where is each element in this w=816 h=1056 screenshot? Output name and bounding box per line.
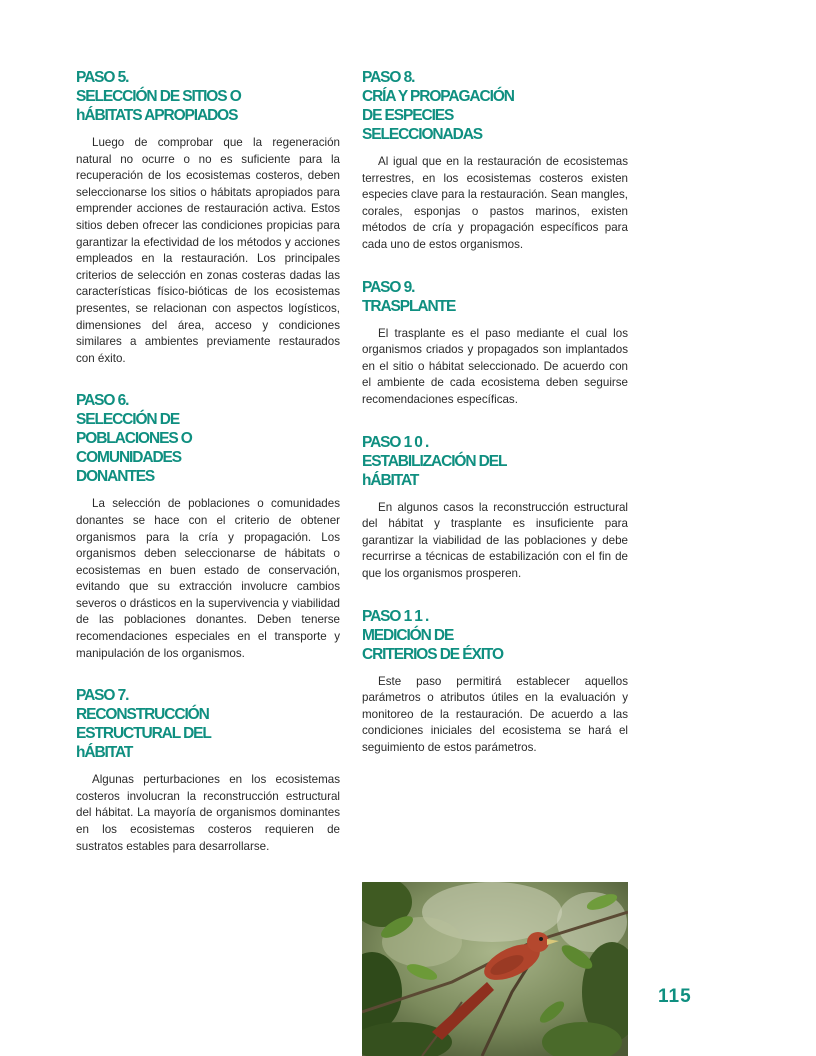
section-body: La selección de poblaciones o comunidades donantes se hace con el criterio de obtener organismos para la cría y propagación. Los organismos deben seleccionarse de hábitats o ecosistemas en buen estado de conservación, evitando que su extracción involucre cambios severos o drásticos en la supervivencia y viabilidad de las poblaciones donantes. Deben tenerse recomendaciones especiales en el transporte y manipulación de los organismos. xyxy=(76,497,340,660)
title-line: hÁBITAT xyxy=(362,471,419,489)
title-line: PASO 6. xyxy=(76,392,129,410)
title-line: PASO 9. xyxy=(362,278,415,296)
section-paso-6 xyxy=(76,391,340,662)
title-line: TRASPLANTE xyxy=(362,297,456,315)
page-number: 115 xyxy=(658,986,692,1007)
section-body: Luego de comprobar que la regeneración natural no ocurre o no es suficiente para la recuperación de los ecosistemas costeros, deben seleccionarse los sitios o hábitats apropiados para emprender acciones de restauración activa. Estos sitios deben ofrecer las condiciones propicias para garantizar la efectividad de los métodos y acciones empleados en la restauración. Los principales criterios de selección en zonas costeras dadas las características físico-bióticas de los ecosistemas presentes, se relacionan con aspectos logísticos, dimensiones del área, acceso y condiciones similares a ambientes previamente restaurados con éxito. xyxy=(76,136,340,365)
section-paso-8 xyxy=(362,68,628,254)
section-body: El trasplante es el paso mediante el cual los organismos criados y propagados son implantados en el sitio o hábitat seleccionado. De acuerdo con el ambiente de cada ecosistema deben seguirse recomendaciones específicas. xyxy=(362,326,628,406)
title-line: DONANTES xyxy=(76,468,155,486)
step-title xyxy=(362,278,628,316)
step-title xyxy=(362,433,628,490)
step-title xyxy=(76,391,340,486)
title-line: PASO 1 1 . xyxy=(362,607,429,625)
step-title xyxy=(76,686,340,762)
title-line: PASO 8. xyxy=(362,69,415,86)
section-paso-7 xyxy=(76,686,340,855)
section-body: Algunas perturbaciones en los ecosistemas costeros involucran la reconstrucción estructural del hábitat. La mayoría de organismos dominantes en los ecosistemas costeros requieren de sustratos estables para desarrollarse. xyxy=(76,773,340,853)
section-paso-5 xyxy=(76,68,340,367)
title-line: SELECCIONADAS xyxy=(362,126,483,143)
title-line: COMUNIDADES xyxy=(76,449,182,467)
section-body: Al igual que en la restauración de ecosistemas terrestres, en los ecosistemas costeros existen especies clave para la restauración. Sean mangles, corales, esponjas o pastos marinos, existen métodos de cría y propagación específicos para cada uno de estos organismos. xyxy=(362,155,628,251)
bird-illustration xyxy=(362,882,628,1056)
step-title xyxy=(362,68,628,144)
section-paso-9 xyxy=(362,278,628,409)
left-column xyxy=(76,68,340,879)
title-line: DE ESPECIES xyxy=(362,107,454,124)
bird-photo xyxy=(362,882,628,1056)
title-line: CRITERIOS DE ÉXITO xyxy=(362,645,503,663)
step-title xyxy=(76,68,340,125)
section-paso-10 xyxy=(362,433,628,583)
right-column xyxy=(362,68,628,780)
section-body: Este paso permitirá establecer aquellos parámetros o atributos útiles en la evaluación y monitoreo de la restauración. De acuerdo a las condiciones iniciales del ecosistema se hará el seguimiento de estos parámetros. xyxy=(362,674,628,754)
title-line: RECONSTRUCCIÓN xyxy=(76,706,209,724)
title-line: PASO 7. xyxy=(76,687,129,705)
title-line: PASO 1 0 . xyxy=(362,433,429,451)
section-body: En algunos casos la reconstrucción estructural del hábitat y trasplante es insuficiente para garantizar la viabilidad de las poblaciones y debe recurrirse a técnicas de estabilización con el fin de que los organismos prosperen. xyxy=(362,500,628,580)
title-line: hÁBITATS APROPIADOS xyxy=(76,107,238,124)
title-line: MEDICIÓN DE xyxy=(362,626,454,644)
step-title xyxy=(362,607,628,664)
title-line: CRÍA Y PROPAGACIÓN xyxy=(362,88,514,105)
title-line: PASO 5. xyxy=(76,69,129,86)
title-line: ESTRUCTURAL DEL xyxy=(76,725,211,743)
section-paso-11 xyxy=(362,607,628,757)
title-line: POBLACIONES O xyxy=(76,430,192,448)
title-line: SELECCIÓN DE SITIOS O xyxy=(76,88,241,105)
title-line: SELECCIÓN DE xyxy=(76,411,180,429)
title-line: hÁBITAT xyxy=(76,744,133,762)
title-line: ESTABILIZACIÓN DEL xyxy=(362,452,507,470)
